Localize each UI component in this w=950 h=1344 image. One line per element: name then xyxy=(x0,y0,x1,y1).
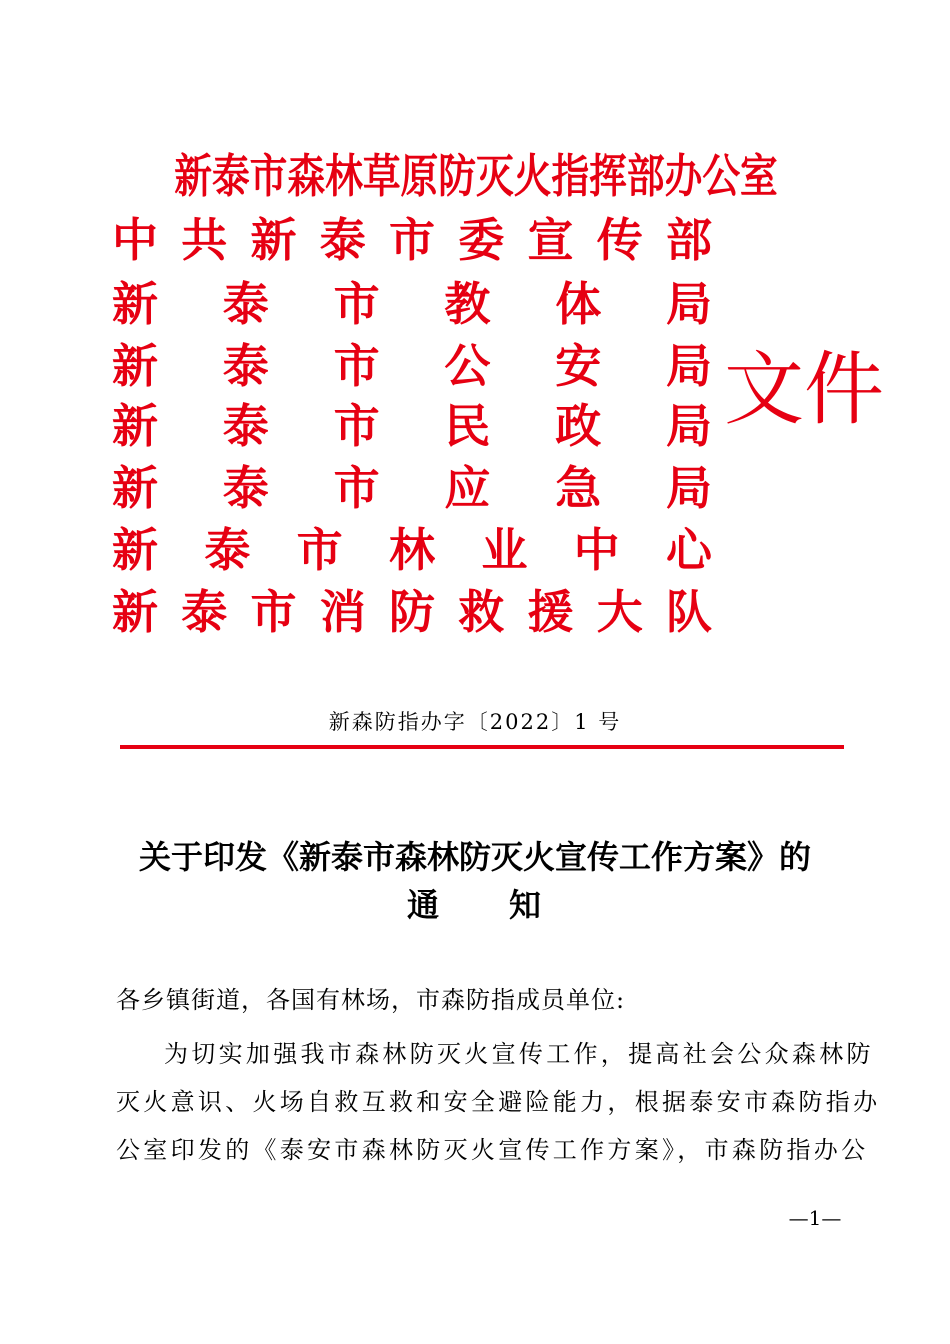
issuer-char: 部 xyxy=(666,213,712,267)
issuer-char: 新 xyxy=(112,585,158,639)
issuer-char: 援 xyxy=(527,585,574,639)
issuer-char: 新 xyxy=(112,339,158,393)
issuer-char: 泰 xyxy=(222,339,269,393)
issuer-char: 业 xyxy=(481,523,528,577)
page-number: —1— xyxy=(788,1206,842,1230)
body-line-2: 灭火意识、火场自救互救和安全避险能力，根据泰安市森防指办 xyxy=(116,1088,881,1116)
issuer-line-5 xyxy=(112,396,712,456)
issuer-char: 传 xyxy=(596,213,643,267)
issuer-char: 市 xyxy=(333,277,380,331)
issuer-char: 局 xyxy=(665,461,712,515)
issuer-char: 局 xyxy=(665,277,712,331)
issuer-char: 市 xyxy=(389,213,435,267)
issuer-char: 应 xyxy=(444,461,491,515)
issuer-char: 林 xyxy=(388,523,435,577)
salutation: 各乡镇街道，各国有林场，市森防指成员单位: xyxy=(116,986,626,1014)
issuer-line-8 xyxy=(112,582,712,642)
issuer-char: 新 xyxy=(112,523,158,577)
body-line-3: 公室印发的《泰安市森林防灭火宣传工作方案》，市森防指办公 xyxy=(116,1136,869,1164)
issuer-char: 市 xyxy=(296,523,343,577)
issuer-char: 委 xyxy=(458,213,505,267)
issuer-char: 民 xyxy=(444,399,491,453)
red-divider xyxy=(120,745,844,749)
issuer-line-1 xyxy=(112,146,778,206)
issuer-char: 教 xyxy=(444,277,491,331)
issuer-line-4 xyxy=(112,336,712,396)
body-line-1: 为切实加强我市森林防灭火宣传工作，提高社会公众森林防 xyxy=(164,1040,874,1068)
issuer-char: 市 xyxy=(250,585,297,639)
issuer-char: 防 xyxy=(389,585,435,639)
issuer-char: 心 xyxy=(665,523,712,577)
document-title-line-2: 通 知 xyxy=(406,886,543,924)
issuer-char: 市 xyxy=(333,461,380,515)
issuer-char: 队 xyxy=(666,585,712,639)
issuer-char: 泰 xyxy=(204,523,251,577)
issuer-line-7 xyxy=(112,520,712,580)
issuer-char: 泰 xyxy=(222,461,269,515)
issuer-line-6 xyxy=(112,458,712,518)
issuer-char: 公 xyxy=(444,339,491,393)
issuer-char: 市 xyxy=(333,339,380,393)
issuer-char: 新 xyxy=(112,277,158,331)
issuer-char: 消 xyxy=(319,585,366,639)
issuer-char: 局 xyxy=(665,339,712,393)
document-number: 新森防指办字〔2022〕1 号 xyxy=(328,710,622,734)
issuer-line-2 xyxy=(112,210,712,270)
issuer-char: 中 xyxy=(573,523,620,577)
document-title-line-1: 关于印发《新泰市森林防灭火宣传工作方案》的 xyxy=(138,838,811,876)
issuer-line-3 xyxy=(112,274,712,334)
issuer-char: 新 xyxy=(250,213,297,267)
issuer-char: 中 xyxy=(112,213,158,267)
issuer-char: 宣 xyxy=(527,213,574,267)
issuer-char: 泰 xyxy=(181,585,228,639)
issuer-text: 新泰市森林草原防灭火指挥部办公室 xyxy=(174,149,778,203)
issuer-char: 安 xyxy=(555,339,602,393)
issuer-char: 泰 xyxy=(222,277,269,331)
issuer-char: 救 xyxy=(458,585,505,639)
issuer-char: 新 xyxy=(112,461,158,515)
issuer-char: 急 xyxy=(555,461,602,515)
issuer-char: 泰 xyxy=(319,213,366,267)
issuer-char: 局 xyxy=(665,399,712,453)
issuer-char: 体 xyxy=(555,277,602,331)
issuer-char: 泰 xyxy=(222,399,269,453)
issuer-char: 共 xyxy=(181,213,228,267)
issuer-char: 政 xyxy=(555,399,602,453)
issuer-char: 大 xyxy=(596,585,643,639)
issuer-char: 市 xyxy=(333,399,380,453)
issuer-char: 新 xyxy=(112,399,158,453)
document-type-label: 文件 xyxy=(724,343,884,436)
